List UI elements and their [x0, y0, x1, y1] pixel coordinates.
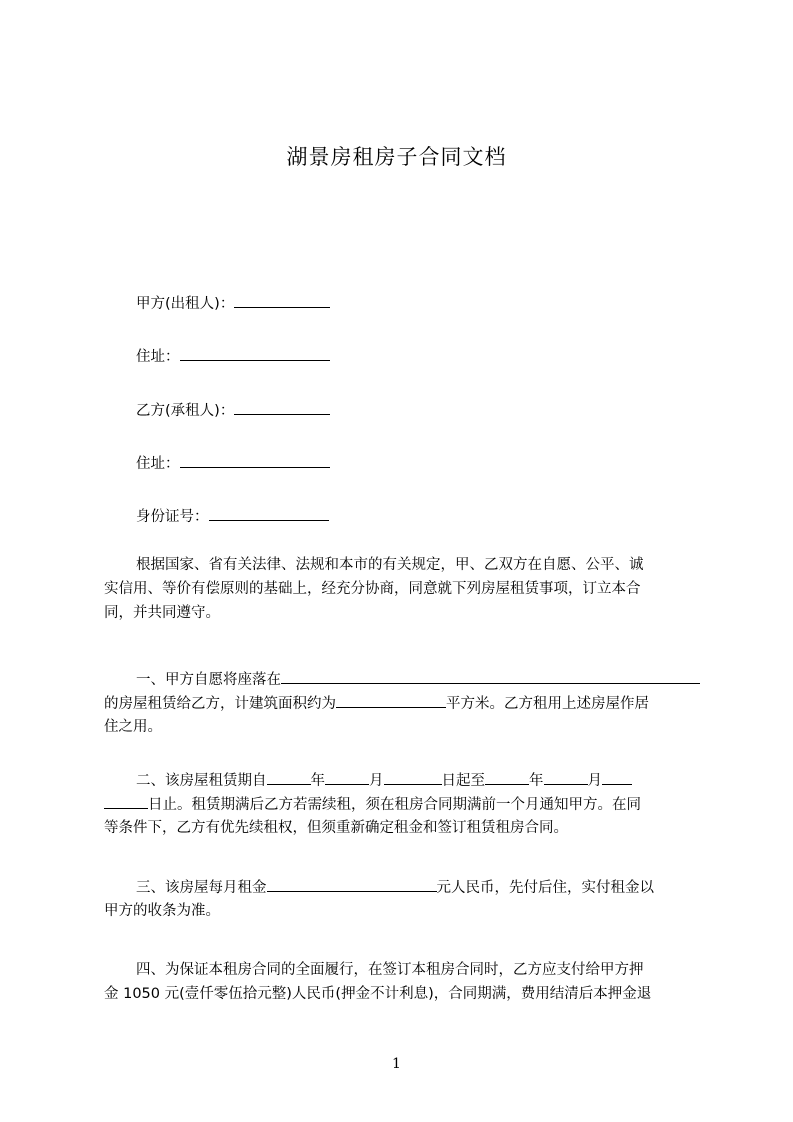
- party-a-label: 甲方(出租人)：: [136, 296, 235, 312]
- party-b-address-field: [136, 452, 330, 474]
- party-b-blank[interactable]: [234, 399, 330, 415]
- party-a-blank[interactable]: [234, 292, 330, 308]
- clause-1-line-3: 住之用。: [104, 719, 162, 735]
- clause-1-text-c: 平方米。乙方租用上述房屋作居: [446, 696, 649, 712]
- document-title: 湖景房租房子合同文档: [286, 145, 507, 169]
- page-number: 1: [392, 1056, 401, 1072]
- clause-2-text-d: 日起至: [441, 773, 485, 789]
- property-location-blank[interactable]: [281, 667, 700, 684]
- clause-3: [104, 875, 700, 923]
- end-year-blank[interactable]: [485, 768, 529, 785]
- id-number-blank[interactable]: [209, 505, 329, 521]
- clause-1-text-a: 一、甲方自愿将座落在: [136, 672, 281, 688]
- clause-3-line-2: 甲方的收条为准。: [104, 903, 220, 919]
- clause-4-line-2: 金 1050 元(壹仟零伍拾元整)人民币(押金不计利息)，合同期满，费用结清后本押金退: [104, 986, 652, 1002]
- clause-1-line-1: [104, 667, 700, 691]
- party-b-label: 乙方(承租人)：: [136, 403, 235, 419]
- party-a-address-field: [136, 345, 330, 367]
- party-a-address-blank[interactable]: [180, 345, 330, 361]
- start-month-blank[interactable]: [325, 768, 369, 785]
- clause-1-line-2: [104, 691, 700, 715]
- end-day-continued-blank[interactable]: [104, 792, 148, 809]
- clause-2-text-f: 月: [587, 773, 602, 789]
- clause-2-text-a: 二、该房屋租赁期自: [136, 773, 267, 789]
- end-day-blank[interactable]: [602, 768, 632, 785]
- clause-3-text-a: 三、该房屋每月租金: [136, 880, 267, 896]
- id-number-label: 身份证号：: [136, 509, 209, 525]
- party-a-address-label: 住址：: [136, 349, 180, 365]
- party-b-address-label: 住址：: [136, 456, 180, 472]
- clause-2-text-c: 月: [369, 773, 384, 789]
- clause-4: [104, 958, 700, 1006]
- monthly-rent-blank[interactable]: [267, 875, 437, 892]
- clause-2-line-2: [104, 792, 700, 816]
- clause-2-line-1: [104, 768, 700, 792]
- intro-paragraph: [104, 553, 700, 625]
- start-year-blank[interactable]: [267, 768, 311, 785]
- intro-line-2: 实信用、等价有偿原则的基础上，经充分协商，同意就下列房屋租赁事项，订立本合: [104, 581, 641, 597]
- id-number-field: [136, 505, 329, 527]
- intro-line-1: 根据国家、省有关法律、法规和本市的有关规定，甲、乙双方在自愿、公平、诚: [136, 557, 644, 573]
- clause-4-line-1: 四、为保证本租房合同的全面履行，在签订本租房合同时，乙方应支付给甲方押: [136, 962, 644, 978]
- clause-2-line-3: 等条件下，乙方有优先续租权，但须重新确定租金和签订租赁租房合同。: [104, 820, 568, 836]
- party-a-field: [136, 292, 330, 314]
- area-blank[interactable]: [336, 691, 446, 708]
- clause-2-text-g: 日止。租赁期满后乙方若需续租，须在租房合同期满前一个月通知甲方。在同: [148, 797, 641, 813]
- intro-line-3: 同，并共同遵守。: [104, 605, 220, 621]
- party-b-field: [136, 399, 330, 421]
- clause-2-text-e: 年: [529, 773, 544, 789]
- clause-1: [104, 667, 700, 739]
- clause-2: [104, 768, 700, 840]
- clause-2-text-b: 年: [310, 773, 325, 789]
- end-month-blank[interactable]: [544, 768, 588, 785]
- start-day-blank[interactable]: [384, 768, 442, 785]
- party-b-address-blank[interactable]: [180, 452, 330, 468]
- clause-1-text-b: 的房屋租赁给乙方，计建筑面积约为: [104, 696, 336, 712]
- clause-3-line-1: [104, 875, 700, 899]
- clause-3-text-b: 元人民币，先付后住，实付租金以: [436, 880, 654, 896]
